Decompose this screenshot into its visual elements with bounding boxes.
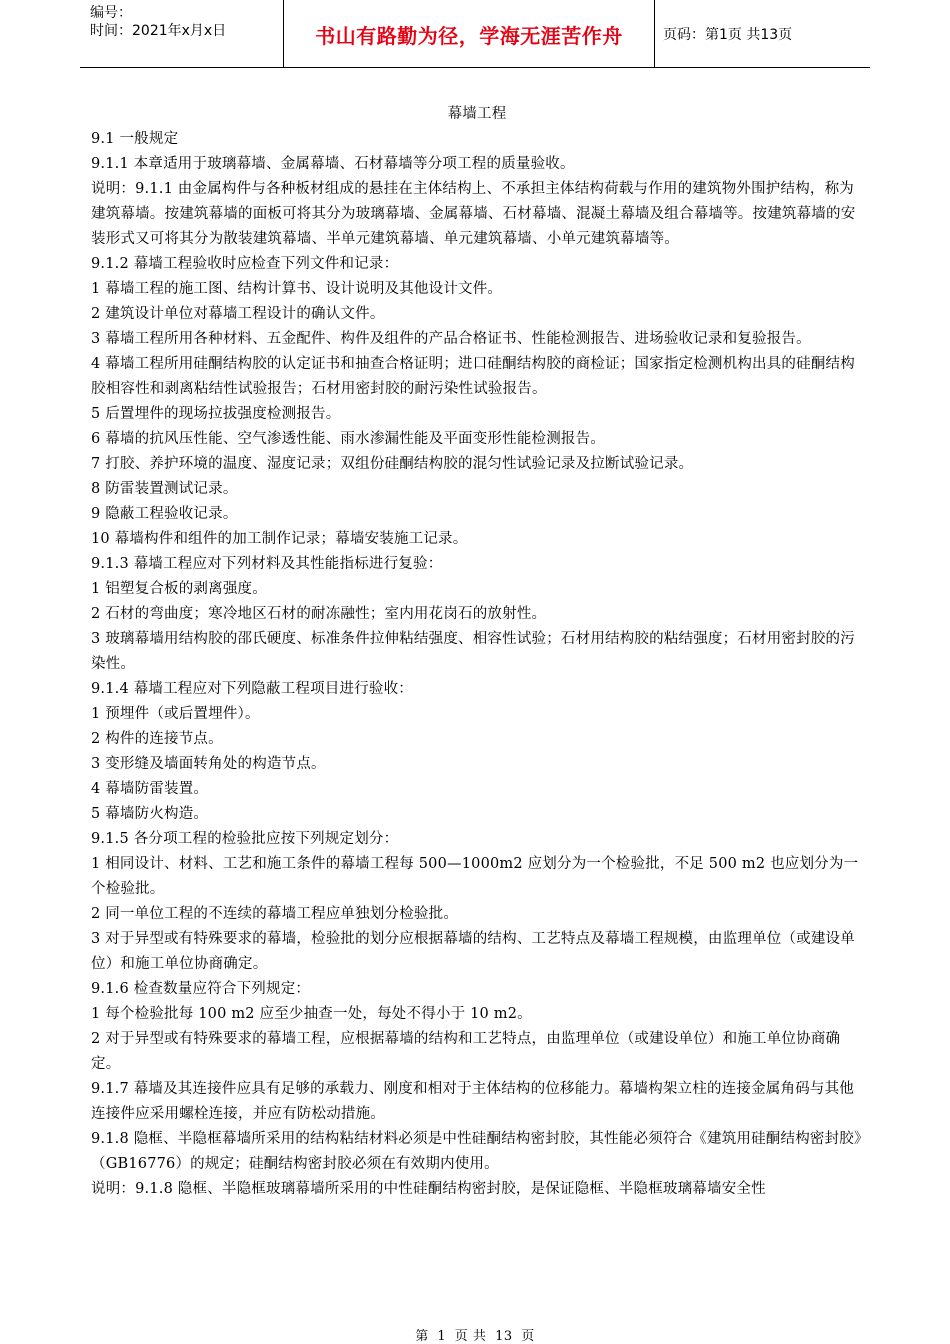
paragraph: 3 幕墙工程所用各种材料、五金配件、构件及组件的产品合格证书、性能检测报告、进场验收记录和复验报告。 — [91, 331, 811, 347]
footer-prefix: 第 — [415, 1329, 429, 1344]
paragraph: 1 预埋件（或后置埋件）。 — [91, 706, 260, 722]
header-motto: 书山有路勤为径，学海无涯苦作舟 — [283, 0, 655, 68]
paragraph: 1 相同设计、材料、工艺和施工条件的幕墙工程每 500—1000m2 应划分为一个检验批，不足 500 m2 也应划分为一个检验批。 — [91, 856, 859, 897]
paragraph: 7 打胶、养护环境的温度、湿度记录；双组份硅酮结构胶的混匀性试验记录及拉断试验记录。 — [91, 456, 694, 472]
paragraph-list — [91, 127, 863, 1202]
paragraph: 9.1.8 隐框、半隐框幕墙所采用的结构粘结材料必须是中性硅酮结构密封胶，其性能必须符合《建筑用硅酮结构密封胶》（GB16776）的规定；硅酮结构密封胶必须在有效期内使用。 — [91, 1131, 862, 1172]
paragraph: 9.1.2 幕墙工程验收时应检查下列文件和记录： — [91, 256, 399, 272]
paragraph: 6 幕墙的抗风压性能、空气渗透性能、雨水渗漏性能及平面变形性能检测报告。 — [91, 431, 606, 447]
header-meta — [80, 0, 283, 68]
paragraph: 1 每个检验批每 100 m2 应至少抽查一处，每处不得小于 10 m2。 — [91, 1006, 532, 1022]
paragraph: 3 对于异型或有特殊要求的幕墙，检验批的划分应根据幕墙的结构、工艺特点及幕墙工程规模，由监理单位（或建设单位）和施工单位协商确定。 — [91, 931, 855, 972]
paragraph: 5 幕墙防火构造。 — [91, 806, 209, 822]
paragraph: 9.1 一般规定 — [91, 131, 179, 147]
paragraph: 1 幕墙工程的施工图、结构计算书、设计说明及其他设计文件。 — [91, 281, 503, 297]
paragraph: 9 隐蔽工程验收记录。 — [91, 506, 238, 522]
paragraph: 2 对于异型或有特殊要求的幕墙工程，应根据幕墙的结构和工艺特点，由监理单位（或建设单位）和施工单位协商确定。 — [91, 1031, 841, 1072]
footer-middle: 页 共 — [454, 1329, 487, 1344]
paragraph: 10 幕墙构件和组件的加工制作记录；幕墙安装施工记录。 — [91, 531, 468, 547]
paragraph: 1 铝塑复合板的剥离强度。 — [91, 581, 267, 597]
paragraph: 9.1.3 幕墙工程应对下列材料及其性能指标进行复验： — [91, 556, 443, 572]
document-number-label: 编号： — [90, 5, 132, 21]
paragraph: 5 后置埋件的现场拉拔强度检测报告。 — [91, 406, 341, 422]
paragraph: 2 构件的连接节点。 — [91, 731, 223, 747]
page-footer — [0, 1325, 950, 1344]
footer-page-number: 1 — [437, 1329, 447, 1344]
paragraph: 9.1.6 检查数量应符合下列规定： — [91, 981, 311, 997]
paragraph: 2 石材的弯曲度；寒冷地区石材的耐冻融性；室内用花岗石的放射性。 — [91, 606, 547, 622]
paragraph: 4 幕墙防雷装置。 — [91, 781, 209, 797]
paragraph: 9.1.4 幕墙工程应对下列隐蔽工程项目进行验收： — [91, 681, 414, 697]
paragraph: 8 防雷装置测试记录。 — [91, 481, 238, 497]
paragraph: 9.1.5 各分项工程的检验批应按下列规定划分： — [91, 831, 399, 847]
page-header — [80, 0, 870, 68]
paragraph: 3 玻璃幕墙用结构胶的邵氏硬度、标准条件拉伸粘结强度、相容性试验；石材用结构胶的粘结强度；石材用密封胶的污染性。 — [91, 631, 855, 672]
document-title: 幕墙工程 — [447, 106, 507, 122]
paragraph: 说明：9.1.8 隐框、半隐框玻璃幕墙所采用的中性硅酮结构密封胶，是保证隐框、半隐框玻璃幕墙安全性 — [91, 1181, 766, 1197]
paragraph: 4 幕墙工程所用硅酮结构胶的认定证书和抽查合格证明；进口硅酮结构胶的商检证；国家指定检测机构出具的硅酮结构胶相容性和剥离粘结性试验报告；石材用密封胶的耐污染性试验报告。 — [91, 356, 855, 397]
paragraph: 3 变形缝及墙面转角处的构造节点。 — [91, 756, 326, 772]
document-body — [91, 102, 863, 1202]
footer-suffix: 页 — [521, 1329, 535, 1344]
paragraph: 9.1.1 本章适用于玻璃幕墙、金属幕墙、石材幕墙等分项工程的质量验收。 — [91, 156, 575, 172]
paragraph: 2 建筑设计单位对幕墙工程设计的确认文件。 — [91, 306, 385, 322]
paragraph: 2 同一单位工程的不连续的幕墙工程应单独划分检验批。 — [91, 906, 459, 922]
header-page-label: 页码：第1页 共13页 — [663, 27, 793, 43]
document-time-label: 时间：2021年x月x日 — [90, 23, 227, 39]
footer-total-pages: 13 — [495, 1329, 513, 1344]
paragraph: 说明：9.1.1 由金属构件与各种板材组成的悬挂在主体结构上、不承担主体结构荷载与作用的建筑物外围护结构，称为建筑幕墙。按建筑幕墙的面板可将其分为玻璃幕墙、金属幕墙、石材幕墙、混凝土幕墙及组合幕墙等。按建筑幕墙的安装形式又可将其分为散装建筑幕墙、半单元建筑幕墙、单元建筑幕墙、小单元建筑幕墙等。 — [91, 181, 856, 247]
paragraph: 9.1.7 幕墙及其连接件应具有足够的承载力、刚度和相对于主体结构的位移能力。幕墙构架立柱的连接金属角码与其他连接件应采用螺栓连接，并应有防松动措施。 — [91, 1081, 854, 1122]
